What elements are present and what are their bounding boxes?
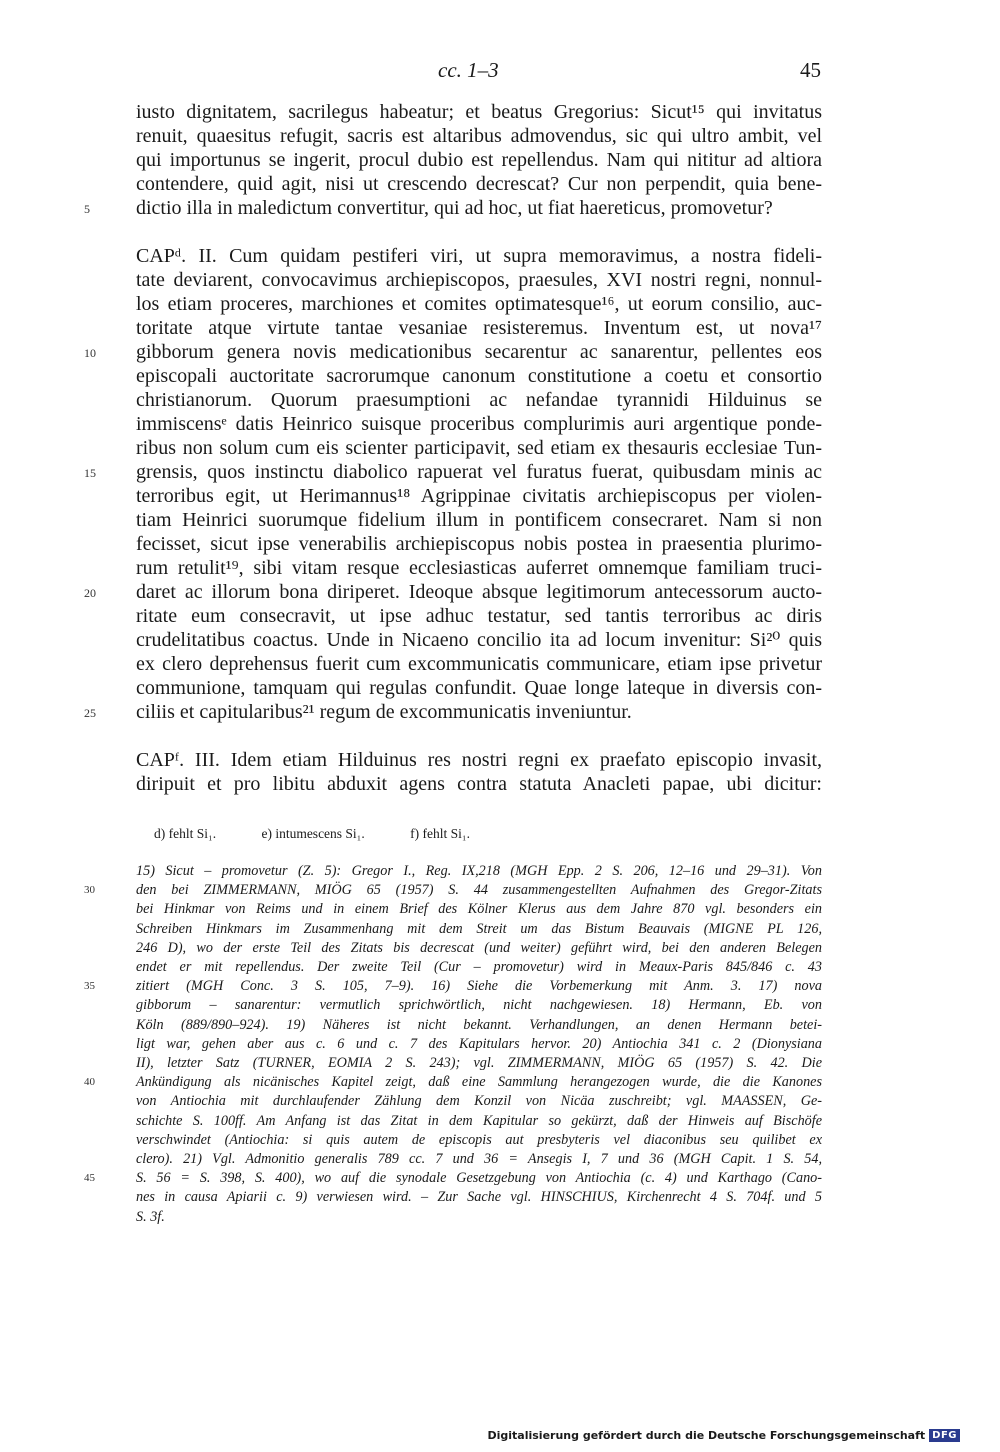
critical-apparatus	[154, 826, 512, 842]
text-line: ciliis et capitularibus²¹ regum de excommunicatis inveniuntur.	[136, 701, 632, 723]
footnote-line: verschwindet (Antiochia: si quis autem de episcopis aut presbyteris vel diaconibus seu quilibet ex	[136, 1131, 822, 1148]
text-line: los etiam proceres, marchiones et comites optimatesque¹⁶, ut eorum consilio, auc-	[136, 293, 822, 315]
footnote-line: zitiert (MGH Conc. 3 S. 105, 7–9). 16) Siehe die Vorbemerkung mit Anm. 3. 17) nova	[136, 978, 822, 995]
text-line: episcopali auctoritate sacrorumque canonum constitutione a coetu et consortio	[136, 365, 822, 387]
footnote-line: S. 3f.	[136, 1208, 165, 1225]
text-line: communione, tamquam qui regulas confundit. Quae longe lateque in diversis con-	[136, 677, 822, 699]
text-line: ex clero deprehensus fuerit cum excommunicatis communicare, etiam ipse privetur	[136, 653, 822, 675]
text-line: contendere, quid agit, nisi ut crescendo decrescat? Cur non perpendit, quia bene-	[136, 173, 822, 195]
footnote-line: clero). 21) Vgl. Admonitio generalis 789 cc. 7 und 36 = Ansegis I, 7 und 36 (MGH Capit. 1 S. 54,	[136, 1151, 822, 1167]
running-title: cc. 1–3	[438, 58, 499, 82]
line-number: 30	[84, 884, 95, 897]
text-line: tate deviarent, convocavimus archiepiscopos, praesules, XVI nostri regni, nonnul-	[136, 269, 822, 291]
footnote-line: den bei ZIMMERMANN, MIÖG 65 (1957) S. 44 zusammengestellten Aufnahmen des Gregor-Zitats	[136, 882, 822, 899]
footnote-line: bei Hinkmar von Reims und in einem Brief des Kölner Klerus aus dem Jahre 870 vgl. besonders ein	[136, 901, 822, 918]
footnote-line: Ankündigung als nicänisches Kapitel zeigt, daß eine Sammlung herangezogen wurde, die die Kanones	[136, 1074, 822, 1091]
line-number: 5	[84, 202, 90, 216]
text-line: diripuit et pro libitu abduxit agens contra statuta Anacleti papae, ubi dicitur:	[136, 773, 822, 795]
line-number: 40	[84, 1076, 95, 1089]
text-line: iusto dignitatem, sacrilegus habeatur; et beatus Gregorius: Sicut¹⁵ qui invitatus	[136, 101, 822, 123]
footnote-line: Köln (889/890–924). 19) Näheres ist nicht bekannt. Verhandlungen, an denen Hermann betei-	[136, 1016, 822, 1033]
text-line: ribus non solum cum eis scienter participavit, sed etiam ex thesauris ecclesiae Tun-	[136, 437, 822, 459]
text-line: daret ac illorum bona diriperet. Ideoque absque legitimorum antecessorum aucto-	[136, 581, 822, 603]
text-line: renuit, quaesitus refugit, sacris est altaribus admovendus, sic qui ultro ambit, vel	[136, 125, 822, 147]
footer	[487, 1429, 960, 1442]
footnote-line: endet er mit repellendus. Der zweite Teil (Cur – promovetur) wird in Meaux-Paris 845/846 c. 43	[136, 959, 822, 975]
page-number: 45	[800, 58, 821, 82]
text-line: terroribus egit, ut Herimannus¹⁸ Agrippinae civitatis archiepiscopus per violen-	[136, 485, 822, 507]
text-line: CAPᵈ. II. Cum quidam pestiferi viri, ut supra memoravimus, a nostra fideli-	[136, 245, 822, 267]
footnote-line: Schreiben Hinkmars im Zusammenhang mit dem Streit um das Bistum Beauvais (MIGNE PL 126,	[136, 920, 822, 937]
text-line: christianorum. Quorum praesumptioni ac nefandae tyrannidi Hilduinus se	[136, 389, 822, 411]
footer-text: Digitalisierung gefördert durch die Deutsche Forschungsgemeinschaft	[487, 1429, 926, 1442]
text-line: qui importunus se ingerit, procul dubio est repellendus. Nam qui nititur ad altiora	[136, 149, 822, 171]
text-line: grensis, quos instinctu diabolico rapuerat vel furatus fuerat, quibusdam minis ac	[136, 461, 822, 483]
text-line: fecisset, sicut ipse venerabilis archiepiscopus nobis postea in praesentia plurimo-	[136, 533, 822, 555]
footnote-line: ligt war, gehen aber aus c. 6 und c. 7 des Kapitulars hervor. 20) Antiochia 341 c. 2 (Dionysiana	[136, 1035, 822, 1052]
apparatus-note: e) intumescens Si₁.	[261, 826, 365, 841]
line-number: 15	[84, 466, 96, 480]
text-line: ritate eum consecravit, ut ipse adhuc testatur, sed tantis terroribus ac diris	[136, 605, 822, 627]
footnote-line: 246 D), wo der erste Teil des Zitats bis decrescat (und weiter) geführt wird, bei den anderen Belegen	[136, 939, 822, 956]
footnote-line: schichte S. 100ff. Am Anfang ist das Zitat in dem Kapitular so gekürzt, daß der Hinweis auf Bischöfe	[136, 1112, 822, 1129]
footnote-line: S. 56 = S. 398, S. 400), wo auf die synodale Gesetzgebung von Antiochia (c. 4) und Karthago (Cano-	[136, 1170, 822, 1187]
footnote-line: nes in causa Apiarii c. 9) verwiesen wird. – Zur Sache vgl. HINSCHIUS, Kirchenrecht 4 S. 704f. und 5	[136, 1189, 822, 1206]
text-line: crudelitatibus coactus. Unde in Nicaeno concilio ita ad locum invenitur: Si²⁰ quis	[136, 629, 822, 651]
text-line: gibborum genera novis medicationibus secarentur ac sanarentur, pellentes eos	[136, 341, 822, 363]
line-number: 25	[84, 706, 96, 720]
line-number: 20	[84, 586, 96, 600]
text-line: toritate atque virtute tantae vesaniae resisteremus. Inventum est, ut nova¹⁷	[136, 317, 822, 339]
apparatus-note: d) fehlt Si₁.	[154, 826, 217, 841]
text-line: tiam Heinrici suorumque fidelium illum in pontificem consecraret. Nam si non	[136, 509, 822, 531]
text-line: CAPᶠ. III. Idem etiam Hilduinus res nostri regni ex praefato episcopio invasit,	[136, 749, 822, 771]
text-line: dictio illa in maledictum convertitur, qui ad hoc, ut fiat haereticus, promovetur?	[136, 197, 773, 219]
line-number: 35	[84, 980, 95, 993]
line-number: 45	[84, 1172, 95, 1185]
line-number: 10	[84, 346, 96, 360]
footnote-line: 15) Sicut – promovetur (Z. 5): Gregor I., Reg. IX,218 (MGH Epp. 2 S. 206, 12–16 und 29–31). Von	[136, 863, 822, 879]
apparatus-note: f) fehlt Si₁.	[410, 826, 470, 841]
footnote-line: II), letzter Satz (TURNER, EOMIA 2 S. 243); vgl. ZIMMERMANN, MIÖG 65 (1957) S. 42. Die	[136, 1055, 822, 1071]
footnote-line: gibborum – sanarentur: vermutlich sprichwörtlich, nicht nachgewiesen. 18) Hermann, Eb. von	[136, 997, 822, 1014]
footnote-line: von Antiochia mit durchlaufender Zählung dem Konzil von Nicäa zuschreibt; vgl. MAASSEN, Ge-	[136, 1093, 822, 1110]
text-line: immiscensᵉ datis Heinrico suisque proceribus complurimis auri argentique ponde-	[136, 413, 822, 435]
text-line: rum retulit¹⁹, sibi vitam resque ecclesiasticas auferret omnemque familiam truci-	[136, 557, 822, 579]
dfg-logo: DFG	[929, 1429, 960, 1442]
